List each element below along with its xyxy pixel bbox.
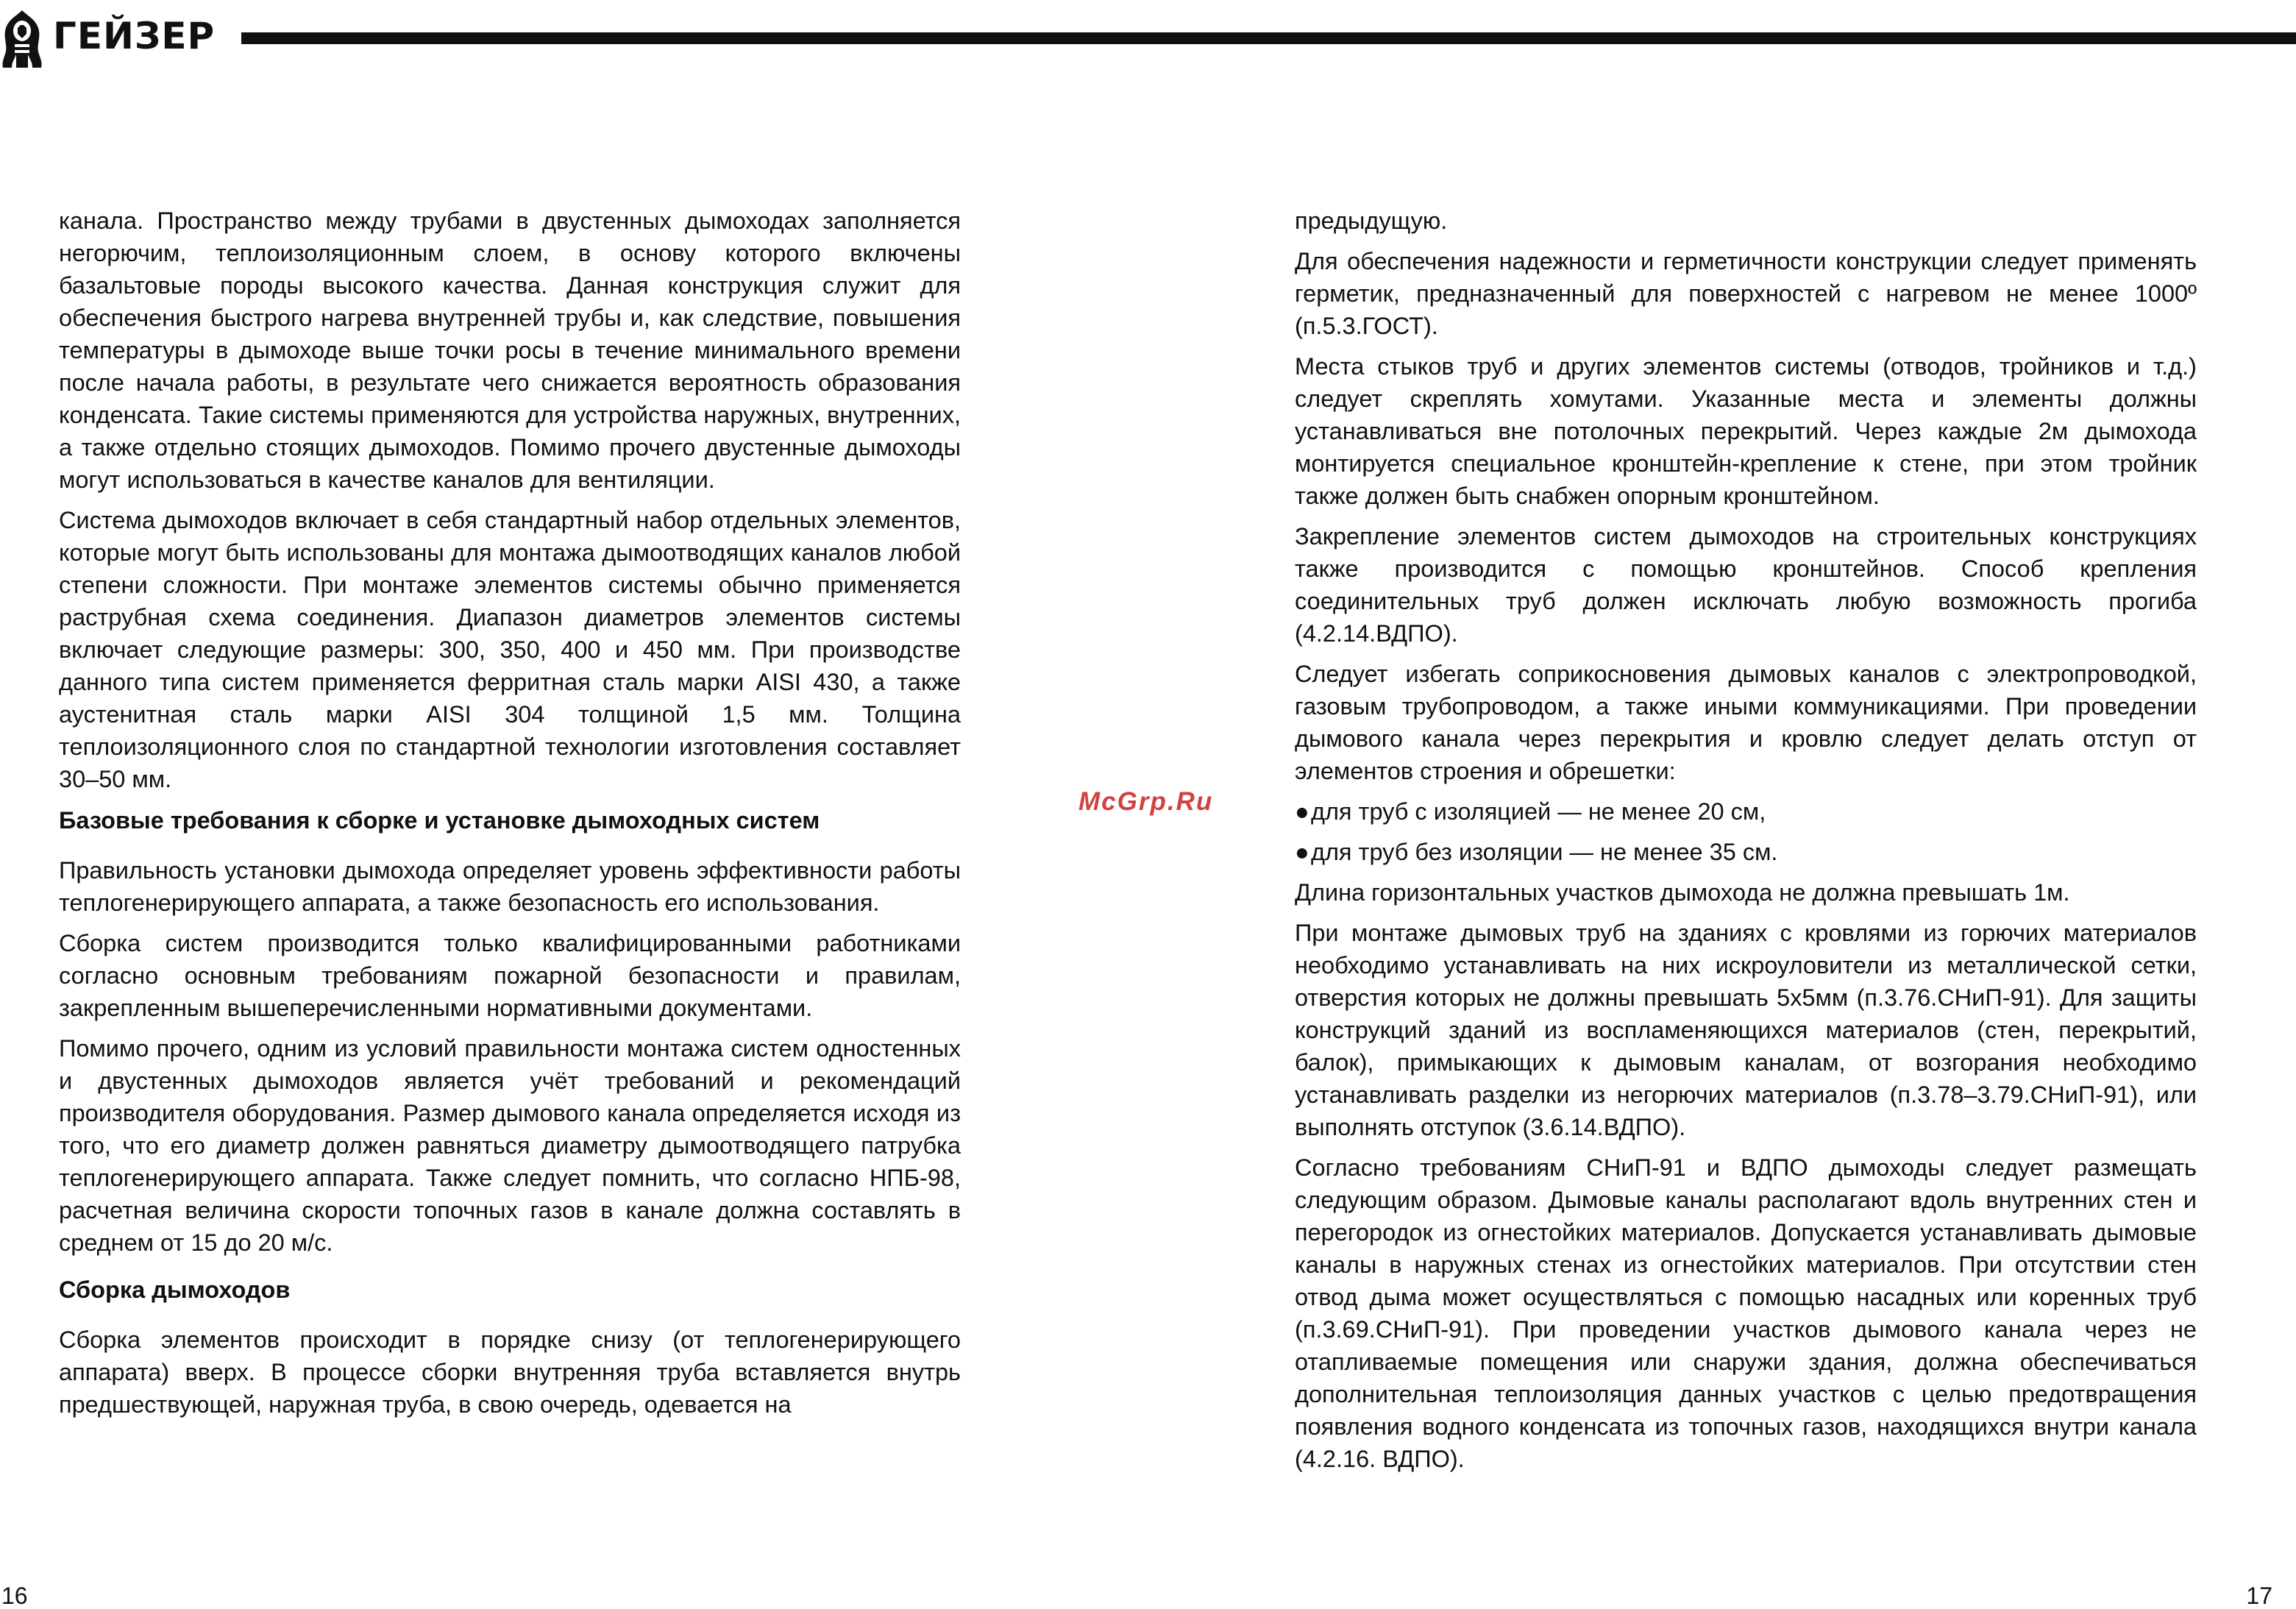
paragraph: Сборка систем производится только квалифицированными работниками согласно основным требованиям пожарной безопасности и правилам, закрепленным вышеперечисленными нормативными документами. bbox=[59, 930, 961, 1021]
right-page-column bbox=[1295, 205, 2197, 1483]
page-number-left: 16 bbox=[1, 1583, 28, 1609]
list-item-text: для труб с изоляцией — не менее 20 см, bbox=[1311, 798, 1766, 825]
brand-logo-text: ГЕЙЗЕР bbox=[53, 15, 216, 57]
paragraph: Сборка элементов происходит в порядке снизу (от теплогенерирующего аппарата) вверх. В процессе сборки внутренняя труба вставляется внутрь предшествующей, наружная труба, в свою очередь, одевается на bbox=[59, 1326, 961, 1418]
left-page-column bbox=[59, 205, 961, 1429]
bullet-icon: ● bbox=[1295, 798, 1309, 825]
paragraph: предыдущую. bbox=[1295, 207, 1448, 234]
list-item bbox=[1295, 836, 2197, 868]
paragraph: При монтаже дымовых труб на зданиях с кровлями из горючих материалов необходимо устанавливать на них искроуловители из металлической сетки, отверстия которых не должны превышать 5х5мм (п.3.76.СНиП-91). Для защиты конструкций зданий из воспламеняющихся материалов (стен, перекрытий, балок), примыкающих к дымовым каналам, от возгорания необходимо устанавливать разделки из негорючих материалов (п.3.78–3.79.СНиП-91), или выполнять отступок (3.6.14.ВДПО). bbox=[1295, 920, 2197, 1140]
section-heading: Сборка дымоходов bbox=[59, 1276, 291, 1303]
page-number-right: 17 bbox=[2246, 1583, 2272, 1609]
watermark: McGrp.Ru bbox=[1078, 787, 1214, 816]
geyser-logo-icon bbox=[1, 9, 43, 69]
paragraph: Места стыков труб и других элементов системы (отводов, тройников и т.д.) следует скреплять хомутами. Указанные места и элементы должны устанавливаться вне потолочных перекрытий. Через каждые 2м дымохода монтируется специальное кронштейн-крепление к стене, при этом тройник также должен быть снабжен опорным кронштейном. bbox=[1295, 353, 2197, 509]
header-rule bbox=[241, 32, 2296, 44]
page-header bbox=[0, 0, 2296, 81]
paragraph: Закрепление элементов систем дымоходов на строительных конструкциях также производится с помощью кронштейнов. Способ крепления соединительных труб должен исключать любую возможность прогиба (4.2.14.ВДПО). bbox=[1295, 523, 2197, 647]
bullet-icon: ● bbox=[1295, 839, 1309, 865]
section-heading: Базовые требования к сборке и установке дымоходных систем bbox=[59, 807, 820, 834]
paragraph: канала. Пространство между трубами в двустенных дымоходах заполняется негорючим, теплоизоляционным слоем, в основу которого включены базальтовые породы высокого качества. Данная конструкция служит для обеспечения быстрого нагрева внутренней трубы и, как следствие, повышения температуры в дымоходе выше точки росы в течение минимального времени после начала работы, в результате чего снижается вероятность образования конденсата. Такие системы применяются для устройства наружных, внутренних, а также отдельно стоящих дымоходов. Помимо прочего двустенные дымоходы могут использоваться в качестве каналов для вентиляции. bbox=[59, 207, 961, 493]
list-item bbox=[1295, 795, 2197, 828]
paragraph: Помимо прочего, одним из условий правильности монтажа систем одностенных и двустенных дымоходов является учёт требований и рекомендаций производителя оборудования. Размер дымового канала определяется исходя из того, что его диаметр должен равняться диаметру дымоотводящего патрубка теплогенерирующего аппарата. Также следует помнить, что согласно НПБ-98, расчетная величина скорости топочных газов в канале должна составлять в среднем от 15 до 20 м/с. bbox=[59, 1035, 961, 1256]
paragraph: Следует избегать соприкосновения дымовых каналов с электропроводкой, газовым трубопроводом, а также иными коммуникациями. При проведении дымового канала через перекрытия и кровлю следует делать отступ от элементов строения и обрешетки: bbox=[1295, 661, 2197, 784]
paragraph: Правильность установки дымохода определяет уровень эффективности работы теплогенерирующего аппарата, а также безопасность его использования. bbox=[59, 857, 961, 916]
paragraph: Согласно требованиям СНиП-91 и ВДПО дымоходы следует размещать следующим образом. Дымовые каналы располагают вдоль внутренних стен и перегородок из огнестойких материалов. Допускается устанавливать дымовые каналы в наружных стенах из огнестойких материалов. При отсутствии стен отвод дыма может осуществляться с помощью насадных или коренных труб (п.3.69.СНиП-91). При проведении участков дымового канала через не отапливаемые помещения или снаружи здания, должна обеспечиваться дополнительная теплоизоляция данных участков с целью предотвращения появления водного конденсата из топочных газов, находящихся внутри канала (4.2.16. ВДПО). bbox=[1295, 1154, 2197, 1472]
paragraph: Система дымоходов включает в себя стандартный набор отдельных элементов, которые могут быть использованы для монтажа дымоотводящих каналов любой степени сложности. При монтаже элементов системы обычно применяется раструбная схема соединения. Диапазон диаметров элементов системы включает следующие размеры: 300, 350, 400 и 450 мм. При производстве данного типа систем применяется ферритная сталь марки AISI 430, а также аустенитная сталь марки AISI 304 толщиной 1,5 мм. Толщина теплоизоляционного слоя по стандартной технологии изготовления составляет 30–50 мм. bbox=[59, 507, 961, 792]
paragraph: Для обеспечения надежности и герметичности конструкции следует применять герметик, предназначенный для поверхностей с нагревом не менее 1000º (п.5.3.ГОСТ). bbox=[1295, 248, 2197, 339]
paragraph: Длина горизонтальных участков дымохода не должна превышать 1м. bbox=[1295, 879, 2070, 906]
list-item-text: для труб без изоляции — не менее 35 см. bbox=[1311, 839, 1778, 865]
